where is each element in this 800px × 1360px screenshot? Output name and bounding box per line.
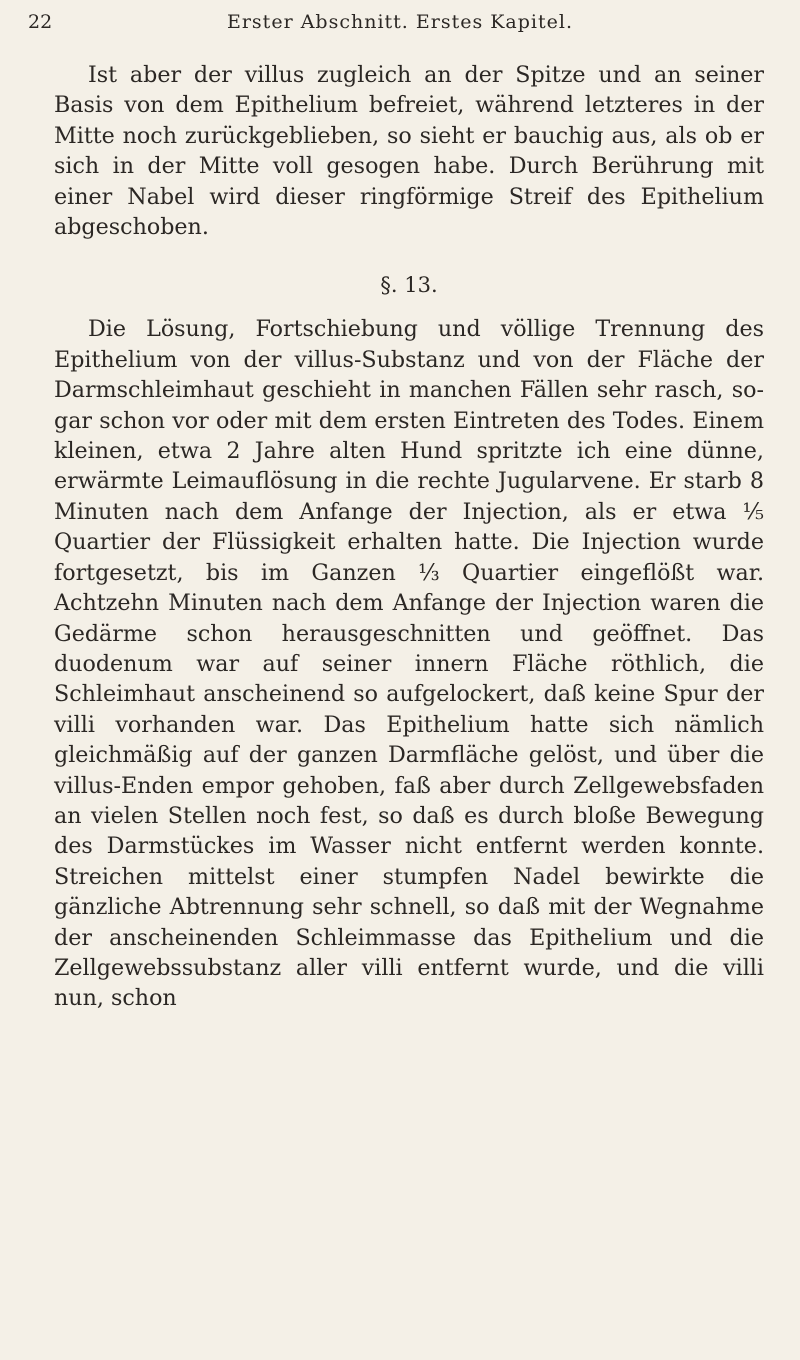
running-head <box>28 6 772 38</box>
text-body <box>54 60 764 1014</box>
section-heading: §. 13. <box>380 273 438 298</box>
paragraph-2: Die Lösung, Fortschiebung und völlige Trennung des Epithelium von der villus-Substanz und von der Fläche der Darmschleimhaut geschieht in manchen Fällen sehr rasch, sogar schon vor oder mit dem ersten Eintreten des Todes. Einem kleinen, etwa 2 Jahre alten Hund spritzte ich eine dünne, erwärmte Leimauflösung in die rechte Jugularvene. Er starb 8 Minuten nach dem Anfange der Injection, als er etwa ⅕ Quartier der Flüssigkeit erhalten hatte. Die Injection wurde fortgesetzt, bis im Ganzen ⅓ Quartier eingeflößt war. Achtzehn Minuten nach dem Anfange der Injection waren die Gedärme schon herausgeschnitten und geöffnet. Das duodenum war auf seiner innern Fläche röthlich, die Schleimhaut anscheinend so aufgelockert, daß keine Spur der villi vorhanden war. Das Epithelium hatte sich nämlich gleichmäßig auf der ganzen Darmfläche gelöst, und über die villus-Enden empor gehoben, faß aber durch Zellgewebsfaden an vielen Stellen noch fest, so daß es durch bloße Bewegung des Darmstückes im Wasser nicht entfernt werden konnte. Streichen mittelst einer stumpfen Nadel bewirkte die gänzliche Abtrennung sehr schnell, so daß mit der Wegnahme der anscheinenden Schleimmasse das Epithelium und die Zellgewebssubstanz aller villi entfernt wurde, und die villi nun, schon <box>54 316 764 1012</box>
page-number: 22 <box>28 11 53 33</box>
chapter-heading: Erster Abschnitt. Erstes Kapitel. <box>226 11 573 33</box>
paragraph-1: Ist aber der villus zugleich an der Spitze und an seiner Basis von dem Epithelium befreiet, während letzteres in der Mitte noch zurückgeblieben, so sieht er bauchig aus, als ob er sich in der Mitte voll gesogen habe. Durch Berührung mit einer Nabel wird dieser ringförmige Streif des Epithelium abgeschoben. <box>54 62 764 241</box>
